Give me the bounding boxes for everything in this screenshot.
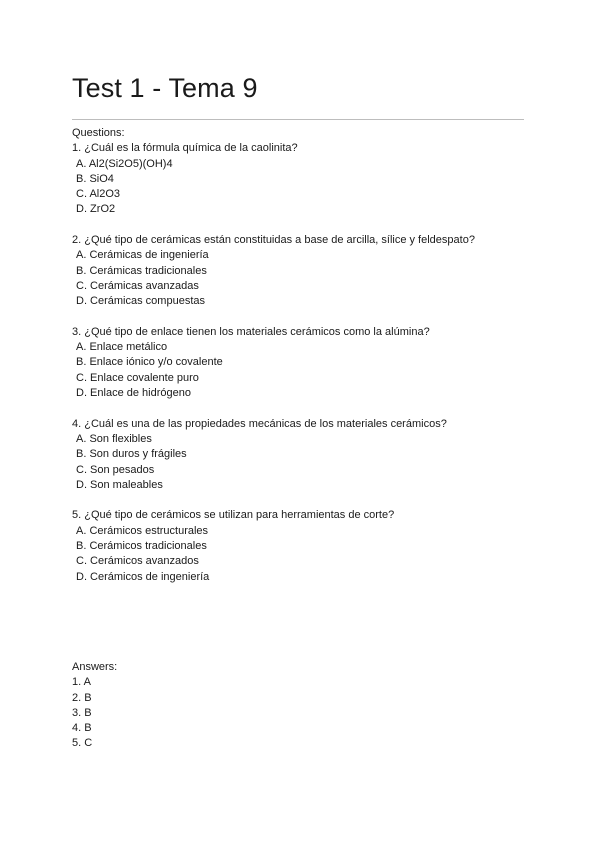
- answer-item: 1. A: [72, 676, 91, 689]
- option-a: A. Cerámicas de ingeniería: [76, 249, 209, 262]
- option-d: D. Cerámicos de ingeniería: [76, 570, 210, 583]
- question-text: 2. ¿Qué tipo de cerámicas están constituidas a base de arcilla, sílice y feldespato?: [72, 234, 475, 247]
- question-1: [72, 141, 542, 217]
- option-list: [72, 340, 542, 401]
- answer-item: 5. C: [72, 737, 93, 750]
- question-text: 1. ¿Cuál es la fórmula química de la caolinita?: [72, 142, 298, 155]
- question-3: [72, 325, 542, 401]
- option-list: [72, 157, 542, 218]
- question-5: [72, 508, 542, 584]
- answer-item: 4. B: [72, 722, 92, 735]
- option-b: B. Cerámicas tradicionales: [76, 264, 207, 277]
- option-d: D. Son maleables: [76, 478, 163, 491]
- title-divider: [72, 119, 524, 120]
- option-b: B. Cerámicos tradicionales: [76, 540, 207, 553]
- option-c: C. Enlace covalente puro: [76, 371, 199, 384]
- answers-section: [72, 660, 117, 752]
- option-c: C. Al2O3: [76, 188, 121, 201]
- option-list: [72, 248, 542, 309]
- option-a: A. Enlace metálico: [76, 341, 168, 354]
- answer-item: 3. B: [72, 706, 92, 719]
- option-a: A. Son flexibles: [76, 432, 152, 445]
- question-2: [72, 233, 542, 309]
- option-a: A. Cerámicos estructurales: [76, 524, 209, 537]
- option-list: [72, 432, 542, 493]
- option-list: [72, 524, 542, 585]
- answers-label: Answers:: [72, 661, 118, 673]
- option-b: B. SiO4: [76, 172, 114, 185]
- answer-list: [72, 675, 117, 751]
- option-d: D. ZrO2: [76, 203, 116, 216]
- answer-item: 2. B: [72, 691, 92, 704]
- option-a: A. Al2(Si2O5)(OH)4: [76, 157, 173, 170]
- question-text: 5. ¿Qué tipo de cerámicos se utilizan para herramientas de corte?: [72, 509, 395, 522]
- option-b: B. Son duros y frágiles: [76, 448, 187, 461]
- question-4: [72, 417, 542, 493]
- question-text: 3. ¿Qué tipo de enlace tienen los materiales cerámicos como la alúmina?: [72, 325, 430, 338]
- option-c: C. Cerámicos avanzados: [76, 555, 199, 568]
- questions-label: Questions:: [72, 127, 125, 139]
- option-d: D. Cerámicas compuestas: [76, 295, 205, 308]
- question-text: 4. ¿Cuál es una de las propiedades mecánicas de los materiales cerámicos?: [72, 417, 447, 430]
- document-title: Test 1 - Tema 9: [72, 73, 258, 103]
- option-c: C. Son pesados: [76, 463, 155, 476]
- questions-section: [72, 126, 542, 600]
- option-d: D. Enlace de hidrógeno: [76, 387, 191, 400]
- option-b: B. Enlace iónico y/o covalente: [76, 356, 223, 369]
- option-c: C. Cerámicas avanzadas: [76, 279, 199, 292]
